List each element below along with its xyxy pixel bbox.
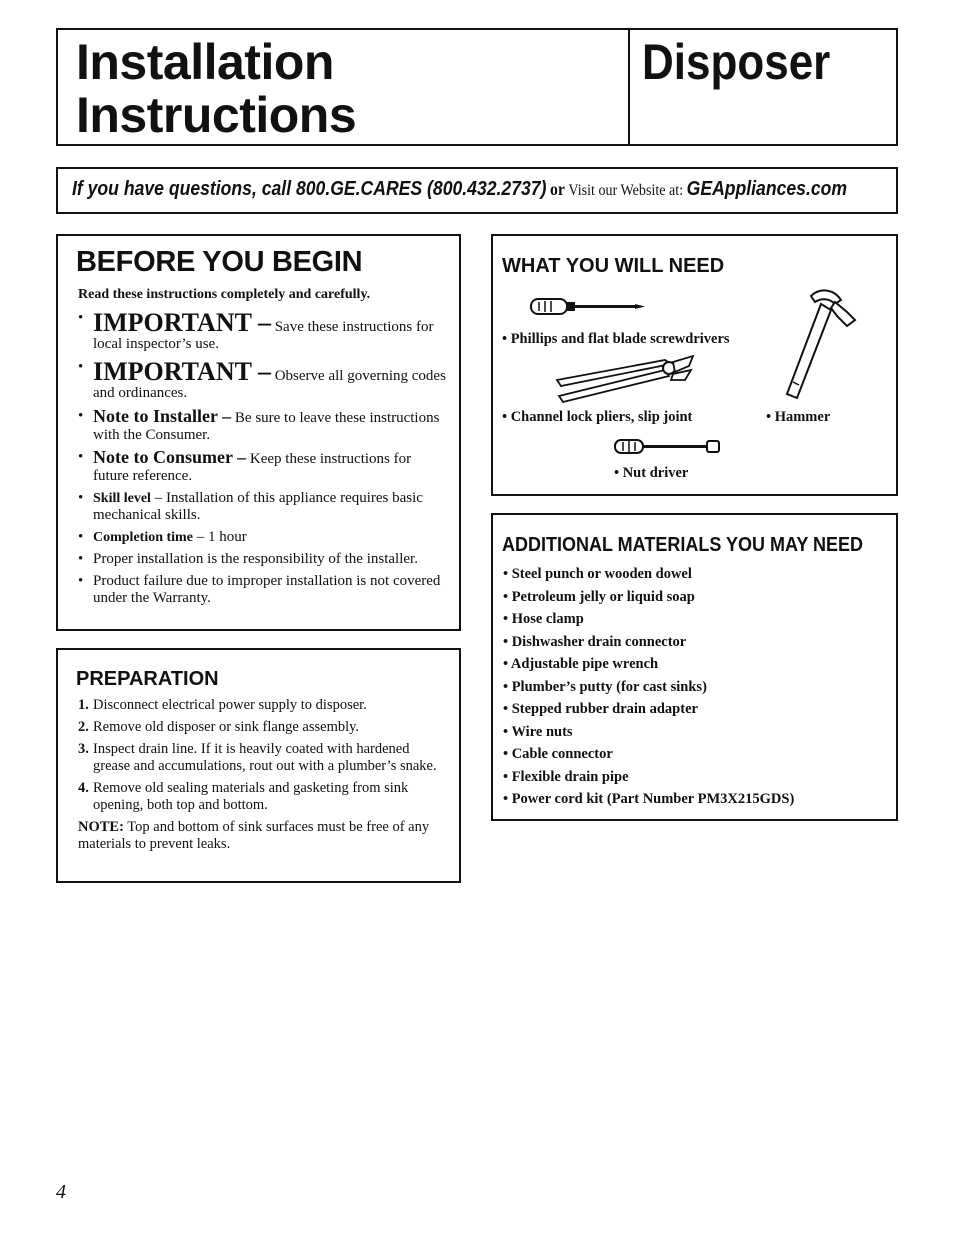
list-item bbox=[78, 551, 448, 568]
page-title bbox=[76, 36, 356, 142]
note-text: Top and bottom of sink surfaces must be free of any materials to prevent leaks. bbox=[78, 819, 430, 852]
contact-question: If you have questions, call 800.GE.CARES (800.432.2737) bbox=[72, 178, 547, 200]
list-item bbox=[78, 741, 446, 775]
hammer-icon bbox=[785, 286, 857, 402]
list-item: • Steel punch or wooden dowel bbox=[503, 566, 692, 582]
list-item: • Petroleum jelly or liquid soap bbox=[503, 588, 695, 605]
need-heading: WHAT YOU WILL NEED bbox=[502, 255, 725, 277]
item-text: Observe all governing codes and ordinances. bbox=[93, 368, 446, 401]
list-item: • Hose clamp bbox=[503, 611, 584, 627]
list-item: • Adjustable pipe wrench bbox=[503, 656, 659, 672]
list-item: • Wire nuts bbox=[503, 723, 573, 740]
list-item: • Cable connector bbox=[503, 746, 613, 762]
preparation-note bbox=[78, 819, 446, 853]
list-item: • Dishwasher drain connector bbox=[503, 633, 687, 650]
item-text: Keep these instructions for future reference. bbox=[93, 451, 412, 484]
list-item bbox=[78, 719, 446, 736]
screwdrivers-label: • Phillips and flat blade screwdrivers bbox=[502, 331, 730, 347]
item-text: – Installation of this appliance requires basic mechanical skills. bbox=[93, 490, 423, 523]
item-keyword: IMPORTANT – bbox=[93, 308, 271, 337]
step-text: Inspect drain line. If it is heavily coated with hardened grease and accumulations, rout out with a plumber’s snake. bbox=[93, 741, 437, 774]
additional-heading: ADDITIONAL MATERIALS YOU MAY NEED bbox=[502, 534, 864, 556]
before-list bbox=[78, 310, 448, 612]
list-item bbox=[78, 780, 446, 814]
item-text: – 1 hour bbox=[196, 529, 247, 545]
list-item bbox=[78, 359, 448, 402]
step-number: 1. bbox=[78, 697, 89, 713]
header-box bbox=[56, 28, 898, 146]
nut-driver-label: • Nut driver bbox=[614, 465, 689, 481]
title-line-1: Installation bbox=[76, 34, 334, 90]
pliers-label: • Channel lock pliers, slip joint bbox=[502, 409, 693, 425]
header-divider bbox=[628, 30, 630, 144]
page-number: 4 bbox=[56, 1181, 66, 1203]
additional-materials-section bbox=[491, 513, 898, 821]
additional-list bbox=[503, 566, 794, 814]
list-item: • Flexible drain pipe bbox=[503, 768, 629, 785]
pliers-icon bbox=[555, 354, 697, 404]
list-item bbox=[78, 529, 448, 546]
step-number: 3. bbox=[78, 741, 89, 757]
item-text: Product failure due to improper installation is not covered under the Warranty. bbox=[93, 573, 441, 606]
before-you-begin-section bbox=[56, 234, 461, 631]
step-text: Remove old disposer or sink flange assembly. bbox=[93, 719, 360, 735]
hammer-label: • Hammer bbox=[766, 409, 831, 425]
preparation-section bbox=[56, 648, 461, 883]
screwdriver-icon bbox=[529, 296, 647, 318]
item-text: Proper installation is the responsibility of the installer. bbox=[93, 551, 418, 567]
list-item bbox=[78, 408, 448, 444]
product-name: Disposer bbox=[642, 34, 831, 90]
nut-driver-icon bbox=[613, 437, 721, 457]
item-keyword: IMPORTANT – bbox=[93, 357, 271, 386]
list-item: • Power cord kit (Part Number PM3X215GDS) bbox=[503, 791, 795, 807]
contact-or: or bbox=[549, 179, 565, 199]
contact-visit: Visit our Website at: bbox=[568, 182, 684, 199]
list-item: • Stepped rubber drain adapter bbox=[503, 701, 698, 717]
list-item bbox=[78, 697, 446, 714]
preparation-steps bbox=[78, 697, 446, 858]
step-text: Disconnect electrical power supply to disposer. bbox=[93, 697, 367, 713]
list-item bbox=[78, 310, 448, 353]
item-keyword: Note to Consumer – bbox=[93, 447, 247, 467]
before-heading: BEFORE YOU BEGIN bbox=[76, 246, 363, 278]
contact-line bbox=[72, 178, 847, 201]
step-text: Remove old sealing materials and gasketing from sink opening, both top and bottom. bbox=[93, 780, 409, 813]
contact-bar bbox=[56, 167, 898, 214]
item-keyword: Note to Installer – bbox=[93, 406, 232, 426]
item-keyword: Completion time bbox=[93, 530, 193, 545]
before-intro: Read these instructions completely and carefully. bbox=[78, 287, 371, 302]
step-number: 2. bbox=[78, 719, 89, 735]
step-number: 4. bbox=[78, 780, 89, 796]
preparation-heading: PREPARATION bbox=[76, 668, 219, 690]
item-text: Be sure to leave these instructions with the Consumer. bbox=[93, 410, 440, 443]
list-item: • Plumber’s putty (for cast sinks) bbox=[503, 678, 707, 695]
title-line-2: Instructions bbox=[76, 87, 357, 143]
item-keyword: Skill level bbox=[93, 491, 151, 506]
list-item bbox=[78, 490, 448, 524]
item-text: Save these instructions for local inspector’s use. bbox=[93, 319, 434, 352]
what-you-will-need-section bbox=[491, 234, 898, 496]
website-link[interactable]: GEAppliances.com bbox=[686, 178, 848, 200]
list-item bbox=[78, 449, 448, 485]
list-item bbox=[78, 573, 448, 607]
note-label: NOTE: bbox=[78, 819, 124, 835]
